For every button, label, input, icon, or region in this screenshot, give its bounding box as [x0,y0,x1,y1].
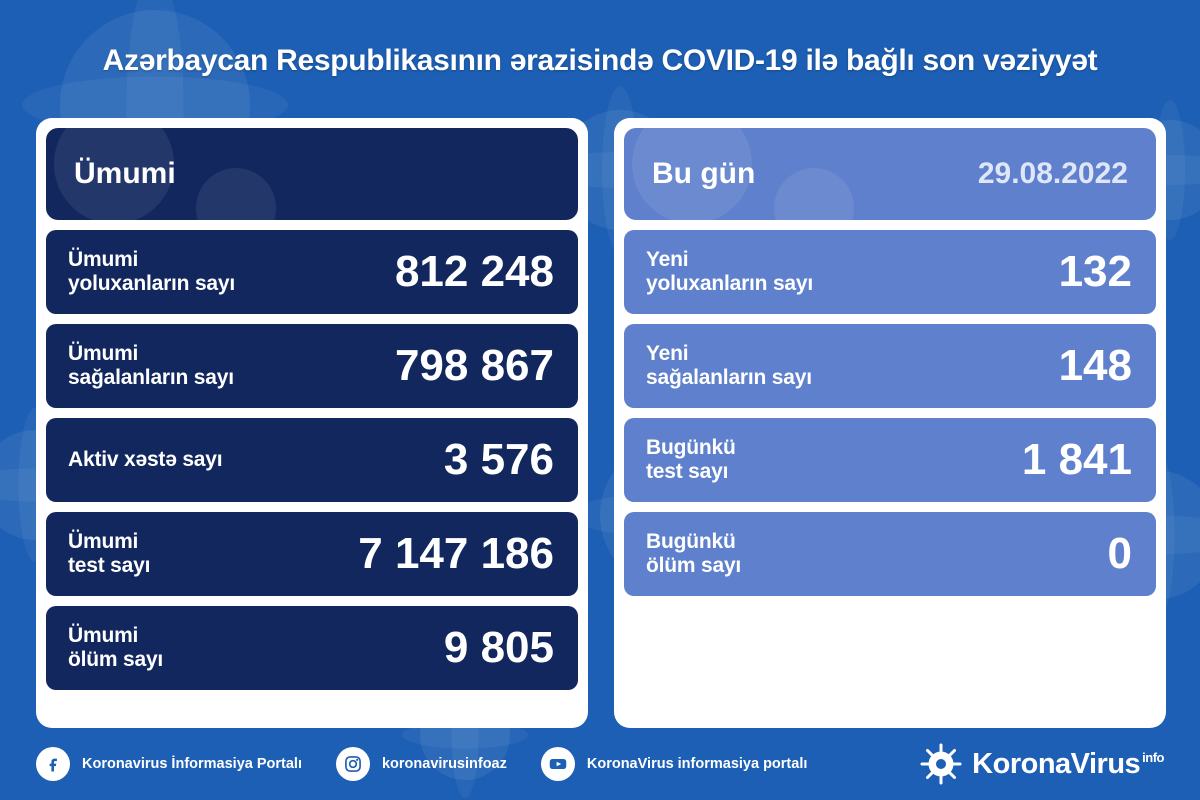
stat-label-line2: yoluxanların sayı [68,272,236,295]
stat-label [68,530,150,577]
social-youtube[interactable] [541,747,808,781]
stat-label-line1: Ümumi [68,248,139,272]
virus-decoration [774,168,854,220]
stat-label-line1: Ümumi [68,624,139,648]
social-label: Koronavirus İnformasiya Portalı [82,756,302,772]
total-statistics-panel [36,118,588,728]
stat-label [68,342,234,389]
stat-label [646,342,812,389]
stat-label [68,448,222,472]
stat-label-line2: ölüm sayı [68,648,164,671]
stat-value: 9 805 [443,623,554,672]
footer [0,728,1200,800]
stat-label-line1: Aktiv xəstə sayı [68,448,223,472]
stat-value: 0 [1107,529,1132,578]
stat-label [68,248,235,295]
facebook-icon [36,747,70,781]
virus-decoration [54,128,174,220]
stat-label-line2: test sayı [68,554,151,577]
stat-label-line1: Bugünkü [646,436,736,460]
stat-row-total-cases [46,230,578,314]
instagram-icon [336,747,370,781]
stat-row-today-deaths [624,512,1156,596]
stat-label-line1: Yeni [646,248,689,272]
stat-label-line2: ölüm sayı [646,554,742,577]
stat-label [646,436,736,483]
stat-value: 7 147 186 [358,529,554,578]
stat-row-new-cases [624,230,1156,314]
today-rows [624,230,1156,596]
today-statistics-panel [614,118,1166,728]
total-rows [46,230,578,690]
stat-label [68,624,163,671]
youtube-icon [541,747,575,781]
stat-label-line1: Ümumi [68,530,139,554]
stat-label-line1: Yeni [646,342,689,366]
stat-label-line1: Ümumi [68,342,139,366]
today-panel-heading: Bu gün [652,157,756,190]
stat-label-line2: sağalanların sayı [68,366,234,389]
stat-label [646,530,741,577]
stat-label-line2: test sayı [646,460,729,483]
stat-value: 798 867 [394,341,554,390]
stat-row-total-deaths [46,606,578,690]
coronavirus-logo-icon [920,743,962,785]
social-label: KoronaVirus informasiya portalı [586,756,808,772]
brand-name [972,748,1164,781]
stat-value: 1 841 [1021,435,1132,484]
virus-decoration [632,128,752,220]
today-panel-header [624,128,1156,220]
stat-value: 812 248 [394,247,554,296]
stat-label-line2: yoluxanların sayı [646,272,814,295]
stat-label [646,248,813,295]
stat-value: 148 [1058,341,1132,390]
social-facebook[interactable] [36,747,302,781]
stat-value: 3 576 [443,435,554,484]
stat-row-active-cases [46,418,578,502]
social-label: koronavirusinfoaz [381,756,507,772]
brand-suffix: info [1142,749,1164,765]
stat-value: 132 [1058,247,1132,296]
virus-decoration [196,168,276,220]
brand-logo[interactable] [920,743,1164,785]
stat-label-line1: Bugünkü [646,530,736,554]
stat-row-total-tests [46,512,578,596]
report-date: 29.08.2022 [977,157,1128,190]
brand-name-text: KoronaVirus [972,747,1141,780]
stat-row-total-recovered [46,324,578,408]
total-panel-header [46,128,578,220]
social-instagram[interactable] [336,747,507,781]
page-title: Azərbaycan Respublikasının ərazisində COVID-19 ilə bağlı son vəziyyət [102,44,1098,77]
total-panel-heading: Ümumi [74,157,176,190]
stat-row-new-recovered [624,324,1156,408]
stat-row-today-tests [624,418,1156,502]
stat-label-line2: sağalanların sayı [646,366,812,389]
